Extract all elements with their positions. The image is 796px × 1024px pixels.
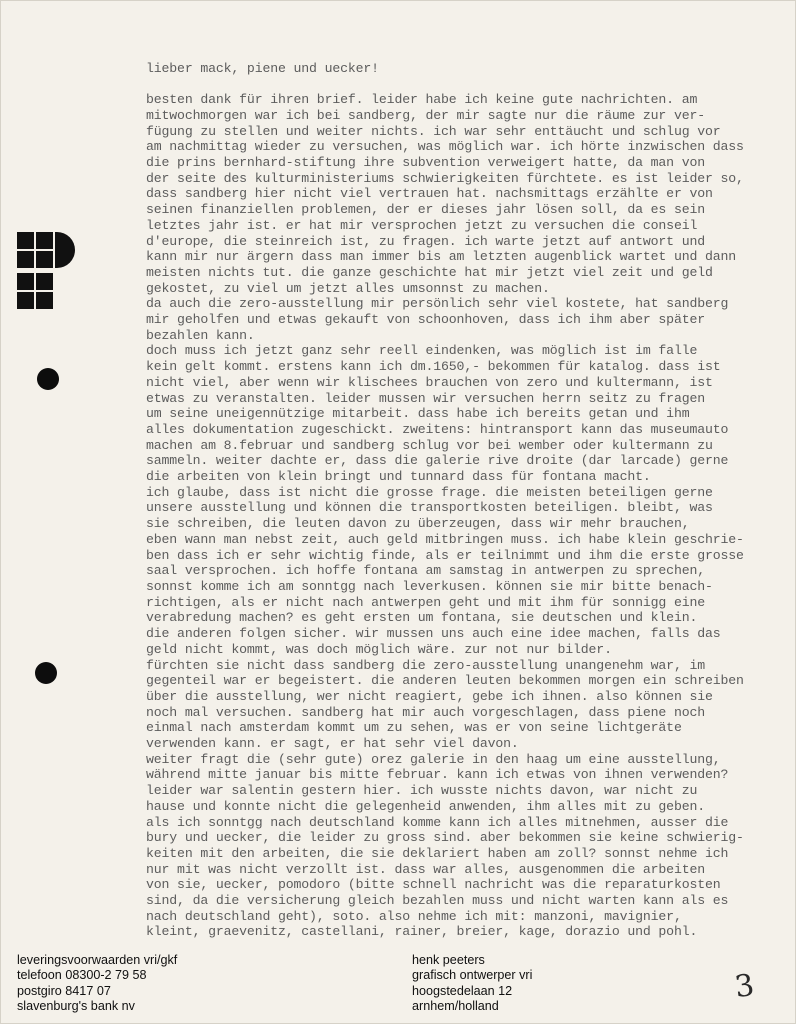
footer-line: henk peeters bbox=[412, 953, 485, 967]
letter-line: bury und uecker, die leider zu gross sind. aber bekommen sie keine schwierig- bbox=[146, 830, 744, 846]
letter-line: als ich sonntgg nach deutschland komme kann ich alles mitnehmen, ausser die bbox=[146, 814, 729, 830]
letter-line: d'europe, die steinreich ist, zu fragen. ich warte jetzt auf antwort und bbox=[146, 233, 705, 249]
letter-line: von sie, uecker, pomodoro (bitte schnell nachricht was die reparaturkosten bbox=[146, 877, 721, 893]
letter-line: ben dass ich er sehr wichtig finde, als er teilnimmt und ihm die erste grosse bbox=[146, 547, 744, 563]
letter-line: gekostet, zu viel um jetzt alles umsonnst zu machen. bbox=[146, 280, 550, 296]
letter-line: kein gelt kommt. erstens kann ich dm.1650,- bekommen für katalog. dass ist bbox=[146, 359, 721, 375]
footer-line: leveringsvoorwaarden vri/gkf bbox=[17, 953, 178, 967]
letter-line: sammeln. weiter dachte er, dass die galerie rive droite (dar larcade) gerne bbox=[146, 453, 729, 469]
letter-line: da auch die zero-ausstellung mir persönlich sehr viel kostete, hat sandberg bbox=[146, 296, 729, 312]
letter-line: gegenteil war er begeistert. die anderen leuten bekommen morgen ein schreiben bbox=[146, 673, 744, 689]
letter-line: die prins bernhard-stiftung ihre subvention verweigert hatte, da man von bbox=[146, 155, 705, 171]
letter-line: verwenden kann. er sagt, er hat sehr viel davon. bbox=[146, 736, 519, 752]
letter-line: über die ausstellung, wer nicht reagiert, gebe ich ihnen. also können sie bbox=[146, 688, 713, 704]
letter-line: unsere ausstellung und können die transportkosten beteiligen. bleibt, was bbox=[146, 500, 713, 516]
handwritten-page-number: 3 bbox=[732, 967, 757, 1006]
letter-line: kleint, graevenitz, castellani, rainer, breier, kage, dorazio und pohl. bbox=[146, 924, 698, 940]
letter-line: letztes jahr ist. er hat mir versprochen jetzt zu versuchen die conseil bbox=[146, 217, 698, 233]
letter-line: keiten mit den arbeiten, die sie deklariert haben am zoll? sonnst nehme ich bbox=[146, 845, 729, 861]
letter-line: doch muss ich jetzt ganz sehr reell eindenken, was möglich ist im falle bbox=[146, 343, 698, 359]
letter-body bbox=[146, 61, 786, 940]
letter-line: fürchten sie nicht dass sandberg die zero-ausstellung unangenehm war, im bbox=[146, 657, 705, 673]
letter-line: sonnst komme ich am sonntgg nach leverkusen. können sie mir bitte benach- bbox=[146, 579, 713, 594]
letter-line: saal versprochen. ich hoffe fontana am samstag in antwerpen zu sprechen, bbox=[146, 563, 705, 579]
letter-line: alles dokumentation zugeschickt. zweitens: hintransport kann das museumauto bbox=[146, 421, 729, 437]
letter-line: etwas zu veranstalten. leider mussen wir versuchen herrn seitz zu fragen bbox=[146, 390, 705, 406]
letter-line: während mitte januar bis mitte februar. kann ich etwas von ihnen verwenden? bbox=[146, 767, 729, 783]
letter-line: nur mit was nicht verzollt ist. dass war alles, ausgenommen die arbeiten bbox=[146, 861, 705, 877]
letter-line: dass sandberg hier nicht viel vertrauen hat. nachsmittags erzählte er von bbox=[146, 186, 713, 202]
monogram-logo-icon bbox=[17, 232, 75, 310]
letter-line: um seine uneigennützige mitarbeit. dass habe ich bereits getan und ihm bbox=[146, 406, 690, 422]
footer-line: slavenburg's bank nv bbox=[17, 999, 135, 1014]
letter-line: leider war salentin gestern hier. ich wusste nichts davon, war nicht zu bbox=[146, 783, 698, 799]
letter-line: eben wann man nebst zeit, auch geld mitbringen muss. ich habe klein geschrie- bbox=[146, 531, 744, 547]
footer-line: postgiro 8417 07 bbox=[17, 983, 111, 998]
letter-line: mitwochmorgen war ich bei sandberg, der mir sagte nur die räume zur ver- bbox=[146, 107, 705, 123]
letter-line: machen am 8.februar und sandberg schlug vor bei wember oder kultermann zu bbox=[146, 437, 713, 453]
letter-line: mir geholfen und etwas gekauft von schoonhoven, dass ich ihm aber später bbox=[146, 312, 705, 328]
letter-line: ich glaube, dass ist nicht die grosse frage. die meisten beteiligen gerne bbox=[146, 484, 713, 500]
letter-salutation: lieber mack, piene und uecker! bbox=[146, 61, 379, 76]
footer-line: arnhem/holland bbox=[412, 999, 499, 1014]
footer-line: telefoon 08300-2 79 58 bbox=[17, 968, 147, 983]
letter-line: noch mal versuchen. sandberg hat mir auch vorgeschlagen, dass piene noch bbox=[146, 704, 705, 720]
footer-line: hoogstedelaan 12 bbox=[412, 983, 513, 998]
punch-hole bbox=[37, 368, 59, 390]
footer-line: grafisch ontwerper vri bbox=[412, 968, 533, 983]
letter-line: sind, da die versicherung gleich bezahlen muss und nicht warten kann als es bbox=[146, 893, 729, 909]
letter-line: nach deutschland geht), soto. also nehme ich mit: manzoni, mavignier, bbox=[146, 908, 682, 924]
letter-line: verabredung machen? es geht ersten um fontana, sie deutschen und klein. bbox=[146, 610, 698, 626]
letter-line: geld nicht kommt, was doch möglich wäre. zur not nur bilder. bbox=[146, 641, 612, 657]
letter-line: fügung zu stellen und weiter nichts. ich war sehr enttäucht und schlug vor bbox=[146, 123, 721, 139]
letter-line: meisten nichts tut. die ganze geschichte hat mir jetzt viel zeit und geld bbox=[146, 264, 713, 280]
punch-hole bbox=[35, 662, 57, 684]
letter-line: einmal nach amsterdam kommt um zu sehen, was er von seine lichtgeräte bbox=[146, 720, 682, 736]
letter-line: der seite des kulturministeriums schwierigkeiten fürchtete. es ist leider so, bbox=[146, 170, 744, 186]
letter-line: bezahlen kann. bbox=[146, 327, 255, 343]
letter-line: die anderen folgen sicher. wir mussen uns auch eine idee machen, falls das bbox=[146, 626, 721, 642]
letter-line: richtigen, als er nicht nach antwerpen geht und mit ihm für sonnigg eine bbox=[146, 594, 705, 610]
letter-line: besten dank für ihren brief. leider habe ich keine gute nachrichten. am bbox=[146, 92, 698, 108]
letter-line: weiter fragt die (sehr gute) orez galerie in den haag um eine ausstellung, bbox=[146, 751, 721, 767]
footer-letterhead-address bbox=[412, 953, 532, 1015]
letter-line: nicht viel, aber wenn wir klischees brauchen von zero und kultermann, ist bbox=[146, 374, 713, 390]
letter-text bbox=[146, 92, 786, 940]
footer-business-terms bbox=[17, 953, 177, 1015]
letter-line: die arbeiten von klein bringt und tunnard dass für fontana macht. bbox=[146, 469, 651, 485]
letter-line: kann mir nur ärgern dass man immer bis am letzten augenblick wartet und dann bbox=[146, 249, 737, 265]
letter-line: seinen finanziellen problemen, der er dieses jahr lösen soll, da es sein bbox=[146, 202, 705, 218]
letter-line: sie schreiben, die leuten davon zu überzeugen, dass wir mehr brauchen, bbox=[146, 516, 690, 532]
letter-line: am nachmittag wieder zu versuchen, was möglich war. ich hörte inzwischen dass bbox=[146, 139, 744, 155]
letter-line: hause und konnte nicht die gelegenheid anwenden, ihm alles mit zu geben. bbox=[146, 798, 705, 814]
